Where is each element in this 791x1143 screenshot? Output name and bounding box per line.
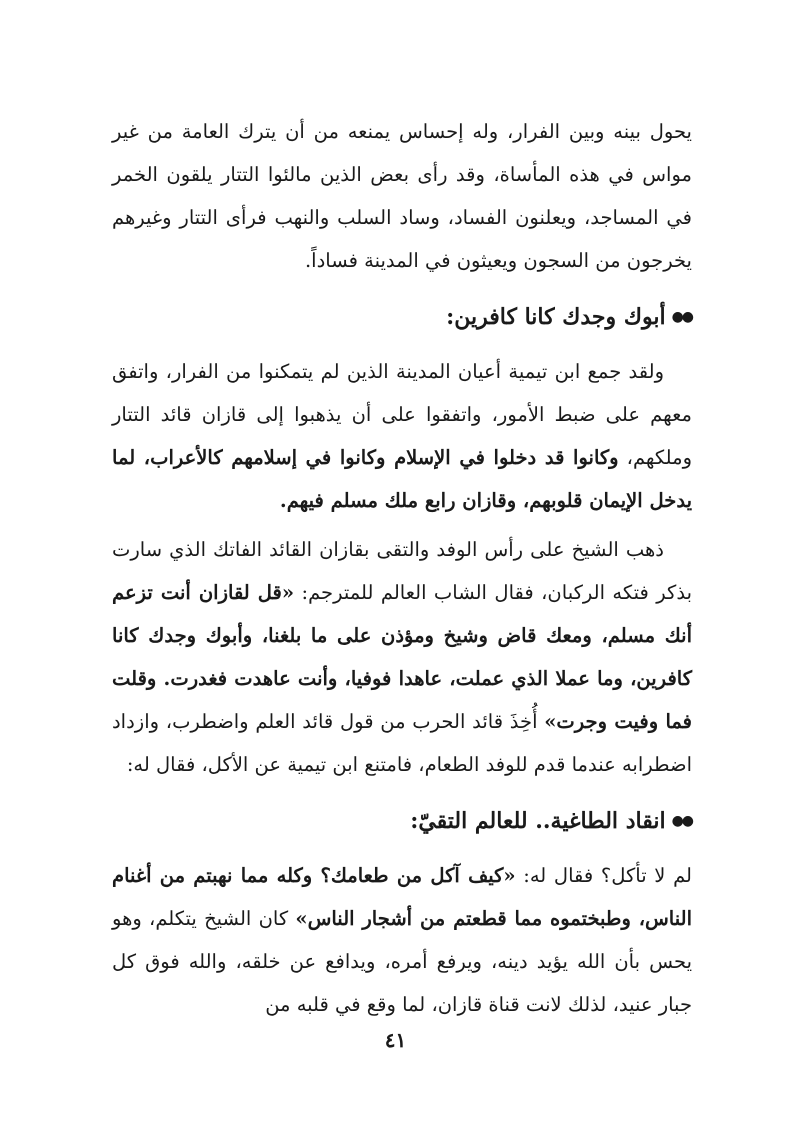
paragraph-3 — [112, 528, 692, 786]
section-heading-text: انقاد الطاغية.. للعالم التقيّ: — [410, 808, 666, 834]
paragraph-4 — [112, 854, 692, 1026]
section-heading-1 — [112, 296, 692, 338]
paragraph-2-bold: وكانوا قد دخلوا في الإسلام وكانوا في إسلامهم كالأعراب، لما يدخل الإيمان قلوبهم، وقازان رابع ملك مسلم فيهم. — [112, 446, 692, 512]
paragraph-3-plain-before: ذهب الشيخ على رأس الوفد والتقى بقازان القائد الفاتك الذي سارت بذكر فتكه الركبان، فقال الشاب العالم للمترجم: — [112, 538, 692, 604]
paragraph-4-quote: «كيف آكل من طعامك؟ وكله مما نهبتم من أغنام الناس، وطبختموه مما قطعتم من أشجار الناس» — [112, 864, 692, 930]
paragraph-4-plain-after: كان الشيخ يتكلم، وهو يحس بأن الله يؤيد دينه، ويرفع أمره، ويدافع عن خلقه، والله فوق كل جبار عنيد، لذلك لانت قناة قازان، لما وقع في قلبه من — [112, 907, 692, 1016]
page-number: ٤١ — [384, 1028, 407, 1052]
paragraph-2-plain: ولقد جمع ابن تيمية أعيان المدينة الذين لم يتمكنوا من الفرار، واتفق معهم على ضبط الأمور، واتفقوا على أن يذهبوا إلى قازان قائد التتار وملكهم، — [112, 360, 693, 469]
section-heading-2 — [112, 800, 692, 842]
paragraph-4-plain-before: لم لا تأكل؟ فقال له: — [515, 864, 692, 887]
heading-bullets: ●● — [671, 309, 692, 325]
paragraph-1: يحول بينه وبين الفرار، وله إحساس يمنعه من أن يترك العامة من غير مواس في هذه المأساة، وقد رأى بعض الذين مالئوا التتار يلقون الخمر في المساجد، ويعلنون الفساد، وساد السلب والنهب فرأى التتار وغيرهم يخرجون من السجون ويعيثون في المدينة فساداً. — [112, 120, 692, 272]
paragraph-3-quote: «قل لقازان أنت تزعم أنك مسلم، ومعك قاض وشيخ ومؤذن على ما بلغنا، وأبوك وجدك كانا كافرين، وما عملا الذي عملت، عاهدا فوفيا، وأنت عاهدت فغدرت. وقلت فما وفيت وجرت» — [112, 581, 692, 733]
document-page — [112, 110, 692, 1026]
section-heading-text: أبوك وجدك كانا كافرين: — [446, 304, 666, 330]
paragraph-3-plain-after: أُخِذَ قائد الحرب من قول قائد العلم واضطرب، وازداد اضطرابه عندما قدم للوفد الطعام، فامتنع ابن تيمية عن الأكل، فقال له: — [112, 710, 692, 776]
paragraph-2 — [112, 350, 692, 522]
heading-bullets: ●● — [671, 813, 692, 829]
